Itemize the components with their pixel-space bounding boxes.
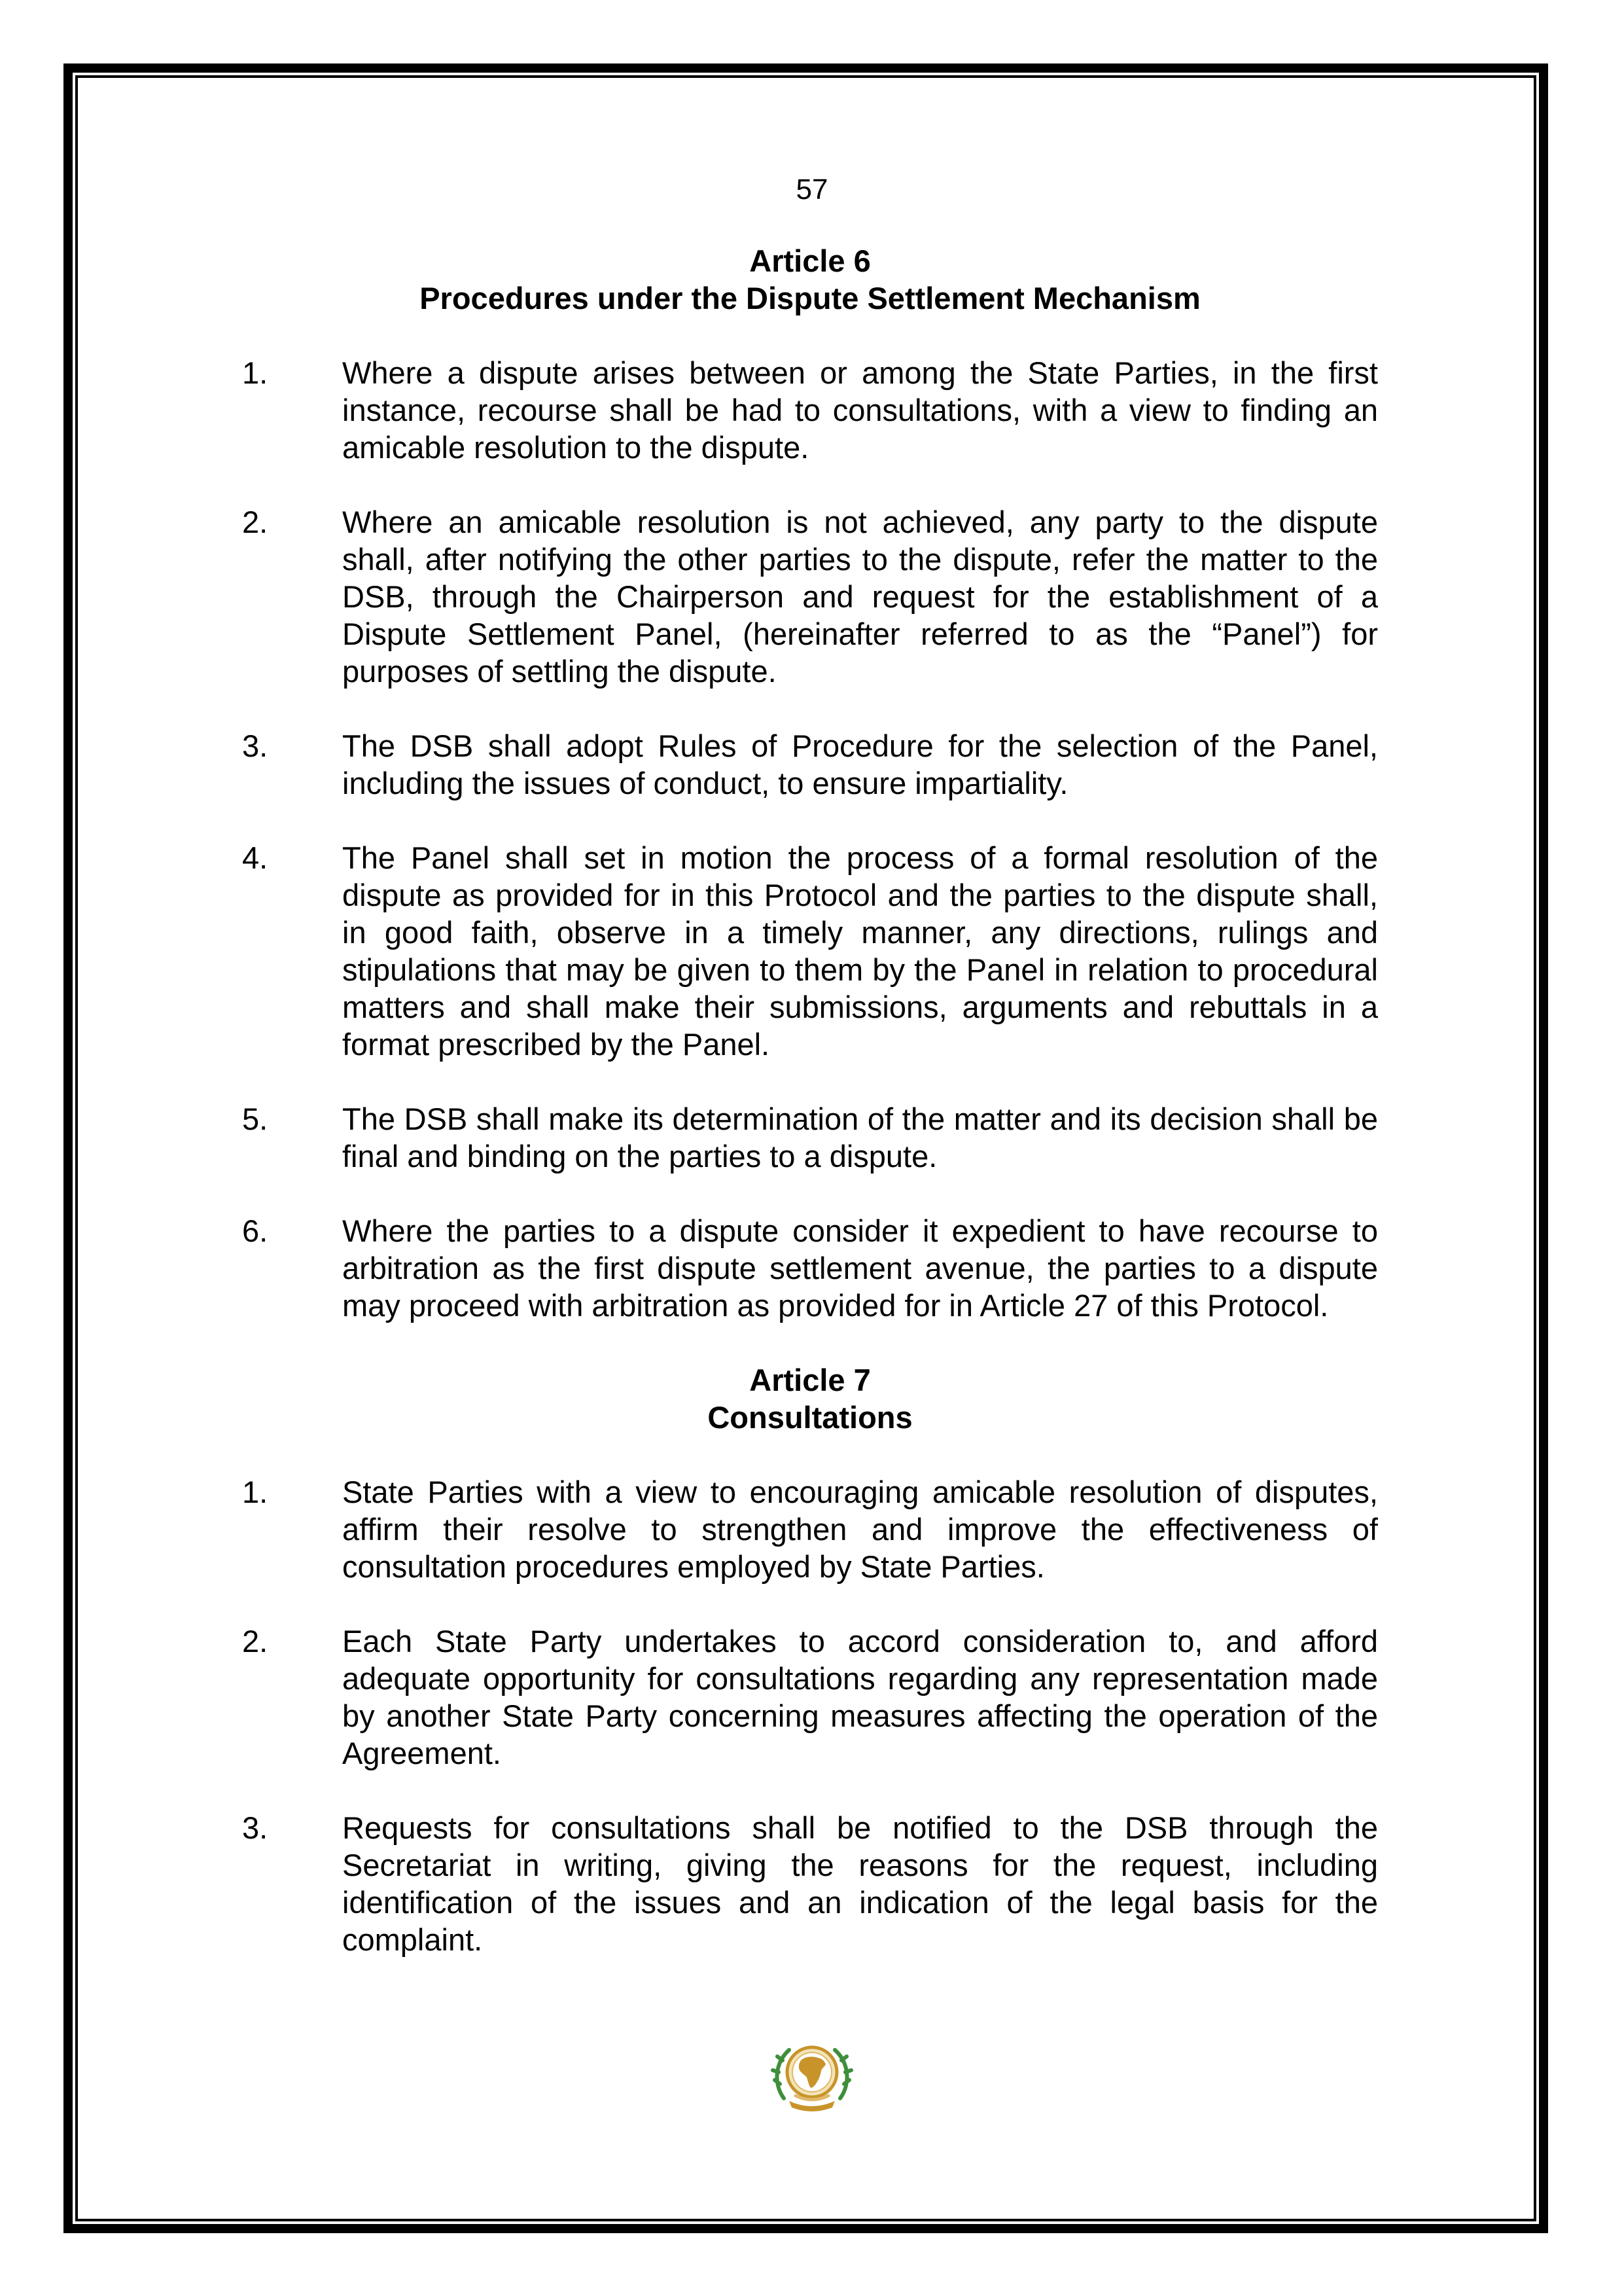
article-6-heading [242,242,1378,317]
article-6-clause-3 [242,727,1378,802]
clause-number: 5. [242,1102,268,1136]
clause-number: 2. [242,505,268,539]
article-7-title: Consultations [707,1400,913,1435]
clause-text: The DSB shall make its determination of the matter and its decision shall be final and binding on the parties to a dispute. [342,1102,1378,1174]
article-6-clause-5 [242,1100,1378,1175]
article-7-clause-3 [242,1809,1378,1958]
clause-text: The DSB shall adopt Rules of Procedure for the selection of the Panel, including the issues of conduct, to ensure impartiality. [342,728,1378,800]
document-body [242,242,1378,1996]
article-7-label: Article 7 [749,1363,871,1397]
clause-number: 1. [242,1475,268,1509]
page-number: 57 [796,173,828,206]
clause-number: 3. [242,728,268,763]
article-7-clause-1 [242,1473,1378,1585]
clause-number: 3. [242,1810,268,1845]
article-6-clause-6 [242,1212,1378,1324]
article-7-heading [242,1361,1378,1436]
clause-text: Where a dispute arises between or among the State Parties, in the first instance, recourse shall be had to consultations, with a view to finding an amicable resolution to the dispute. [342,355,1378,465]
clause-number: 2. [242,1624,268,1659]
article-6-label: Article 6 [749,243,871,278]
clause-number: 4. [242,840,268,875]
article-6-clause-1 [242,354,1378,466]
african-union-emblem-icon [769,2038,855,2115]
clause-text: Where the parties to a dispute consider it expedient to have recourse to arbitration as the first dispute settlement avenue, the parties to a dispute may proceed with arbitration as provided for in Article 27 of this Protocol. [342,1213,1378,1323]
clause-text: Where an amicable resolution is not achieved, any party to the dispute shall, after notifying the other parties to the dispute, refer the matter to the DSB, through the Chairperson and request for the establishment of a Dispute Settlement Panel, (hereinafter referred to as the “Panel”) for purposes of settling the dispute. [342,505,1378,689]
article-6-clause-4 [242,839,1378,1063]
clause-text: The Panel shall set in motion the process of a formal resolution of the dispute as provided for in this Protocol and the parties to the dispute shall, in good faith, observe in a timely manner, any directions, rulings and stipulations that may be given to them by the Panel in relation to procedural matters and shall make their submissions, arguments and rebuttals in a format prescribed by the Panel. [342,840,1378,1062]
article-6-title: Procedures under the Dispute Settlement Mechanism [419,281,1201,315]
article-7-clause-2 [242,1623,1378,1772]
emblem-ribbon [789,2101,835,2111]
clause-text: State Parties with a view to encouraging amicable resolution of disputes, affirm their resolve to strengthen and improve the effectiveness of consultation procedures employed by State Parties. [342,1475,1378,1584]
clause-text: Each State Party undertakes to accord consideration to, and afford adequate opportunity for consultations regarding any representation made by another State Party concerning measures affecting the operation of the Agreement. [342,1624,1378,1770]
clause-number: 1. [242,355,268,390]
article-6-clause-2 [242,503,1378,690]
clause-text: Requests for consultations shall be notified to the DSB through the Secretariat in writing, giving the reasons for the request, including identification of the issues and an indication of the legal basis for the complaint. [342,1810,1378,1957]
clause-number: 6. [242,1213,268,1248]
